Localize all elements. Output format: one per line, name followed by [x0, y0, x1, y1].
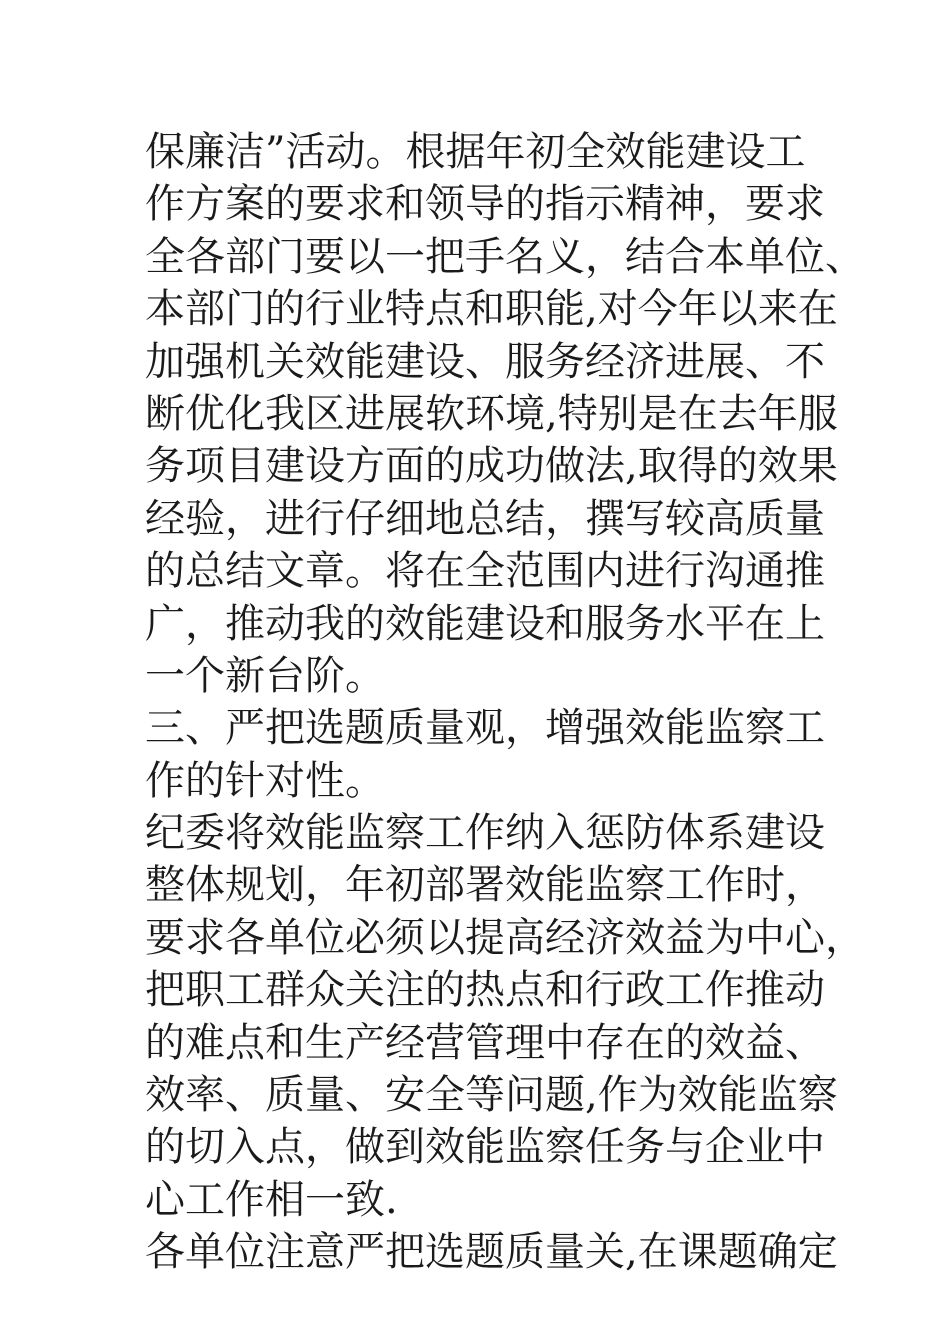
- text-line: 务项目建设方面的成功做法,取得的效果: [145, 443, 838, 490]
- text-line: 效率、质量、安全等问题,作为效能监察: [145, 1072, 838, 1119]
- text-line: 心工作相一致.: [145, 1176, 398, 1223]
- text-line: 广，推动我的效能建设和服务水平在上: [145, 600, 825, 647]
- text-line: 整体规划，年初部署效能监察工作时，: [145, 862, 825, 909]
- section-heading-line: 三、严把选题质量观，增强效能监察工: [145, 705, 825, 752]
- text-line: 纪委将效能监察工作纳入惩防体系建设: [145, 810, 825, 857]
- text-line: 加强机关效能建设、服务经济进展、不: [145, 338, 825, 385]
- text-line: 一个新台阶。: [145, 652, 385, 699]
- text-line: 经验，进行仔细地总结，撰写较高质量: [145, 495, 825, 542]
- text-line: 的难点和生产经营管理中存在的效益、: [145, 1019, 825, 1066]
- text-line: 要求各单位必须以提高经济效益为中心，: [145, 914, 865, 961]
- text-line: 各单位注意严把选题质量关,在课题确定: [145, 1229, 838, 1276]
- section-heading-line: 作的针对性。: [145, 757, 385, 804]
- text-line: 把职工群众关注的热点和行政工作推动: [145, 967, 825, 1014]
- text-line: 保廉洁”活动。根据年初全效能建设工: [145, 129, 806, 175]
- body-text: [145, 126, 865, 1279]
- text-line: 作方案的要求和领导的指示精神，要求: [145, 181, 825, 228]
- text-line: 全各部门要以一把手名义，结合本单位、: [145, 233, 865, 280]
- text-line: 本部门的行业特点和职能,对今年以来在: [145, 286, 838, 333]
- text-line: 的切入点，做到效能监察任务与企业中: [145, 1124, 825, 1171]
- text-line: 断优化我区进展软环境,特别是在去年服: [145, 390, 838, 437]
- text-line: 的总结文章。将在全范围内进行沟通推: [145, 548, 825, 595]
